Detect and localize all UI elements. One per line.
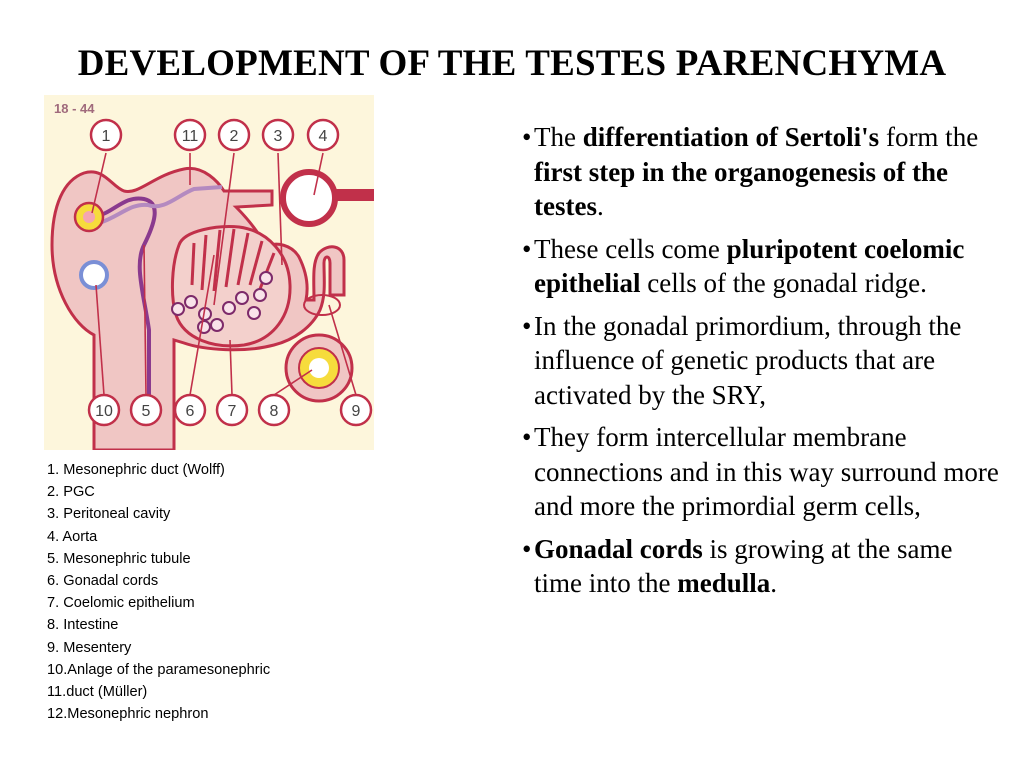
legend-item: 10.Anlage of the paramesonephric — [47, 661, 271, 678]
slide-title: DEVELOPMENT OF THE TESTES PARENCHYMA — [77, 43, 947, 84]
diagram-svg — [44, 95, 374, 450]
figure-label-5 — [131, 395, 161, 425]
bullet-item — [522, 309, 1002, 413]
legend-item: 11.duct (Müller) — [47, 684, 148, 701]
aorta — [283, 172, 374, 224]
legend-item: 9. Mesentery — [47, 639, 132, 656]
figure-label-10 — [89, 395, 119, 425]
bullet-item — [522, 420, 1002, 524]
bullet-bold-text: differentiation of Sertoli's — [582, 122, 880, 152]
svg-text:10: 10 — [95, 403, 113, 420]
paramesonephric-anlage — [81, 262, 107, 288]
bullet-text: . — [770, 568, 777, 598]
bullet-marker: • — [522, 233, 532, 264]
figure-label-2 — [219, 120, 249, 150]
bullet-bold-text: Gonadal cords — [534, 533, 703, 564]
bullet-item — [522, 232, 1002, 301]
bullet-list — [522, 120, 1002, 609]
bullet-bold-text: pluripotent coelomic epithelial — [534, 233, 965, 298]
legend-item: 7. Coelomic epithelium — [47, 595, 195, 612]
bullet-text: These cells come — [534, 233, 727, 264]
svg-text:2: 2 — [229, 128, 239, 145]
svg-text:3: 3 — [273, 128, 283, 145]
figure-label-9 — [341, 395, 371, 425]
svg-text:11: 11 — [181, 128, 199, 145]
bullet-bold-text: first step in the organogenesis of the testes — [534, 156, 948, 221]
figure-label-6 — [175, 395, 205, 425]
bullet-item — [522, 120, 1002, 224]
intestine — [286, 335, 352, 401]
legend-item: 3. Peritoneal cavity — [47, 506, 171, 523]
svg-text:8: 8 — [269, 403, 279, 420]
bullet-text: The — [534, 122, 583, 152]
svg-text:5: 5 — [141, 403, 151, 420]
mesonephric-duct — [75, 203, 103, 231]
bullet-marker: • — [522, 310, 532, 341]
bullet-text: They form intercellular membrane connections and in this way surround more and more the primordial germ cells, — [534, 422, 999, 521]
figure-label-11 — [175, 120, 205, 150]
bullet-text: cells of the gonadal ridge. — [640, 268, 927, 298]
figure-code: 18 - 44 — [54, 101, 95, 116]
bullet-marker: • — [522, 122, 532, 152]
legend-item: 12.Mesonephric nephron — [47, 706, 209, 723]
embryo-cross-section-figure — [44, 95, 374, 450]
figure-label-7 — [217, 395, 247, 425]
bullet-text: is growing at the same time into the — [534, 533, 953, 598]
bullet-text: In the gonadal primordium, through the influence of genetic products that are activated by the SRY, — [534, 310, 962, 410]
svg-text:9: 9 — [351, 403, 361, 420]
bullet-bold-text: medulla — [677, 568, 771, 598]
bullet-marker: • — [522, 533, 532, 564]
legend-item: 6. Gonadal cords — [47, 573, 159, 590]
figure-label-3 — [263, 120, 293, 150]
figure-label-8 — [259, 395, 289, 425]
legend-item: 8. Intestine — [47, 617, 119, 634]
legend-item: 4. Aorta — [47, 528, 98, 545]
bullet-item — [522, 532, 1002, 601]
legend-list — [47, 459, 270, 725]
svg-text:1: 1 — [101, 128, 111, 145]
figure-label-1 — [91, 120, 121, 150]
legend-item: 1. Mesonephric duct (Wolff) — [47, 462, 225, 478]
bullet-marker: • — [522, 422, 532, 452]
legend-item: 2. PGC — [47, 484, 95, 501]
bullet-text: . — [596, 191, 604, 221]
svg-text:6: 6 — [185, 403, 195, 420]
svg-text:4: 4 — [318, 128, 328, 145]
bullet-text: form the — [879, 122, 979, 152]
svg-text:7: 7 — [227, 403, 237, 420]
figure-label-4 — [308, 120, 338, 150]
legend-item: 5. Mesonephric tubule — [47, 550, 191, 567]
